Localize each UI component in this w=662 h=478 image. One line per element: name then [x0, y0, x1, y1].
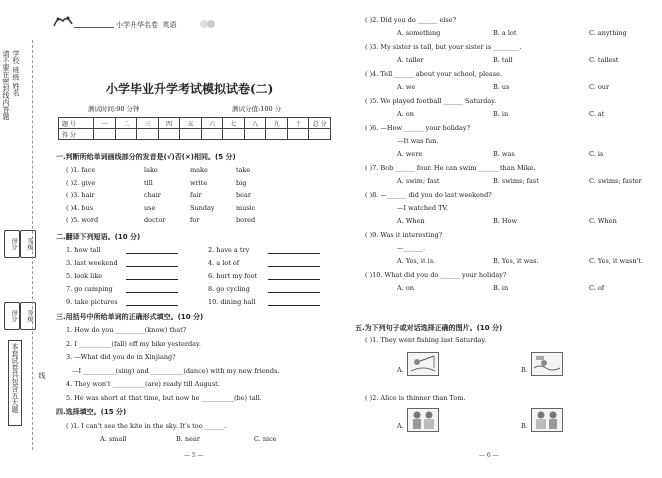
score-cell[interactable]	[115, 129, 137, 140]
gutter-score-box-2: 得分	[4, 302, 20, 330]
pronunciation-item: ( )3. hair	[66, 191, 95, 199]
answer-blank-wrap	[264, 298, 320, 306]
gutter-fields: 学校 班级 姓名	[12, 50, 20, 97]
answer-blank-wrap	[122, 285, 178, 293]
compare-word: lake	[144, 166, 158, 174]
section1-heading: 一.判断所给单词画线部分的发音是(√)否(×)相同。(5 分)	[56, 153, 236, 161]
section2-heading: 二.翻译下列短语。(10 分)	[56, 233, 141, 241]
right-page	[331, 0, 662, 478]
choice-question: ( )3. My sister is tall, but your sister is ________.	[365, 43, 522, 51]
answer-blank[interactable]	[126, 259, 178, 267]
choice-option: A. taller	[397, 56, 424, 64]
choice-option: C. at	[589, 110, 605, 118]
gutter-grade-box-2: 等级	[20, 302, 36, 330]
translate-item: 3. last weekend	[66, 259, 118, 267]
gutter-grade-box: 等级	[20, 230, 36, 258]
choice-option: C. anything	[589, 29, 627, 37]
section3-heading: 三.用括号中所给单词的正确形式填空。(10 分)	[56, 313, 204, 321]
choice-option: A. were	[397, 150, 423, 158]
choice-option: B. How	[493, 217, 518, 225]
q5-2-option-b: B.	[521, 422, 528, 430]
pronunciation-item: ( )4. bus	[66, 203, 94, 212]
two-kids-picture-b	[531, 408, 563, 432]
compare-word: bear	[236, 191, 251, 199]
header-decor-icon	[198, 18, 218, 30]
translate-item: 4. a lot of	[208, 259, 240, 267]
q5-1-option-a: A.	[397, 366, 404, 374]
choice-option: C. When	[589, 217, 617, 225]
choice-option: C. swims; faster	[589, 177, 642, 185]
choice-question: ( )2. Did you do ______ else?	[365, 16, 457, 24]
answer-blank[interactable]	[126, 298, 178, 306]
score-table-header-row	[59, 118, 331, 129]
choice-option: B. a lot	[493, 29, 517, 37]
translate-item: 7. go camping	[66, 285, 113, 293]
compare-word: Sunday	[190, 203, 215, 212]
compare-word: till	[144, 178, 153, 187]
section4-heading: 四.选择填空。(15 分)	[56, 408, 127, 416]
fishing-picture	[407, 352, 439, 376]
answer-blank[interactable]	[126, 285, 178, 293]
choice-option: B. tall	[493, 56, 513, 64]
score-cell[interactable]	[244, 129, 266, 140]
q4-1-option-b: B. near	[176, 435, 200, 443]
choice-option: A. something	[397, 29, 441, 37]
answer-blank-wrap	[264, 285, 320, 293]
question-5-1: ( )1. They went fishing last Saturday.	[365, 336, 487, 344]
swimming-picture	[531, 352, 563, 376]
choice-option: C. tallest	[589, 56, 619, 64]
score-header-cell: 七	[223, 118, 245, 129]
score-header-cell: 五	[180, 118, 202, 129]
gutter-note: 请不要在密封线内答题	[2, 50, 10, 120]
choice-option: C. of	[589, 284, 605, 292]
compare-word: doctor	[144, 216, 166, 224]
gutter-bottom-note: 本套试卷共包含五大题	[8, 340, 22, 426]
q4-1-option-a: A. small	[100, 435, 127, 443]
seal-line-label: 线	[38, 372, 46, 379]
score-table-score-row	[59, 129, 331, 140]
compare-word: fair	[190, 191, 202, 199]
translate-item: 5. look like	[66, 272, 103, 280]
score-header-cell: 一	[94, 118, 116, 129]
answer-blank-wrap	[264, 272, 320, 280]
fill-form-item: 2. I __________(fall) off my bike yesterday.	[66, 339, 201, 348]
score-header-cell: 二	[115, 118, 137, 129]
score-cell[interactable]	[223, 129, 245, 140]
pronunciation-item: ( )1. face	[66, 166, 96, 174]
compare-word: music	[236, 203, 256, 212]
choice-question: ( )9. Was it interesting?	[365, 231, 443, 239]
score-header-cell: 八	[244, 118, 266, 129]
answer-blank-wrap	[122, 246, 178, 254]
answer-blank-wrap	[122, 272, 178, 280]
choice-question: ( )4. Tell ______ about your school, please.	[365, 70, 503, 78]
compare-word: big	[236, 178, 247, 187]
translate-item: 10. dining hall	[208, 298, 256, 306]
pronunciation-item: ( )5. word	[66, 216, 99, 224]
compare-word: take	[236, 166, 251, 174]
translate-item: 8. go cycling	[208, 285, 250, 293]
compare-word: chair	[144, 191, 161, 199]
score-header-cell: 六	[201, 118, 223, 129]
choice-option: A. on	[397, 110, 414, 118]
choice-question-reply: —It was fun.	[397, 137, 439, 145]
compare-word: write	[190, 178, 208, 187]
answer-blank-wrap	[122, 259, 178, 267]
choice-question-reply: —______.	[397, 244, 426, 252]
page-number-left: — 5 —	[184, 452, 204, 459]
score-table	[58, 117, 331, 140]
score-header-cell: 总 分	[309, 118, 331, 129]
translate-item: 9. take pictures	[66, 298, 118, 306]
choice-option: B. swims; fast	[493, 177, 539, 185]
choice-option: B. Yes, it was.	[493, 257, 539, 265]
exam-full-score: 测试分值:100 分	[232, 105, 282, 113]
choice-question: ( )5. We played football ______ Saturday.	[365, 97, 497, 105]
gutter-score-box: 得分	[4, 230, 20, 258]
q4-1-option-c: C. nice	[254, 435, 277, 443]
compare-word: use	[144, 203, 156, 212]
fill-form-item: 3. —What did you do in Xinjiang?	[66, 353, 176, 361]
choice-option: B. in	[493, 284, 509, 292]
score-header-cell: 九	[266, 118, 288, 129]
answer-blank[interactable]	[126, 272, 178, 280]
score-header-cell: 题 号	[59, 118, 94, 129]
section5-heading: 五.为下列句子或对话选择正确的图片。(10 分)	[355, 324, 503, 332]
score-cell[interactable]	[201, 129, 223, 140]
score-cell[interactable]	[180, 129, 202, 140]
exam-title: 小学毕业升学考试模拟试卷(二)	[106, 82, 274, 96]
header-series: 小学升华名卷 英语	[116, 21, 177, 29]
seal-line	[32, 40, 33, 450]
score-header-cell: 三	[137, 118, 159, 129]
score-cell[interactable]	[309, 129, 331, 140]
score-cell[interactable]	[137, 129, 159, 140]
choice-question: ( )8. —______ did you do last weekend?	[365, 191, 492, 199]
choice-question-reply: —I watched TV.	[397, 204, 449, 212]
choice-option: B. was	[493, 150, 515, 158]
answer-blank-wrap	[264, 246, 320, 254]
answer-blank[interactable]	[268, 272, 320, 280]
score-cell[interactable]	[266, 129, 288, 140]
choice-option: A. on	[397, 284, 414, 292]
fill-form-item: 1. How do you _________(know) that?	[66, 326, 187, 334]
answer-blank[interactable]	[268, 246, 320, 254]
score-cell: 得 分	[59, 129, 94, 140]
choice-question: ( )10. What did you do ______ your holiday?	[365, 271, 507, 279]
choice-option: C. Yes, it wasn't.	[589, 257, 644, 265]
page-number-right: — 6 —	[479, 452, 499, 459]
answer-blank-wrap	[264, 259, 320, 267]
question-5-2: ( )2. Alice is thinner than Tom.	[365, 394, 466, 402]
translate-item: 6. hurt my foot	[208, 272, 258, 280]
compare-word: bored	[236, 216, 256, 224]
choice-option: A. When	[397, 217, 425, 225]
answer-blank[interactable]	[268, 259, 320, 267]
choice-option: B. us	[493, 83, 510, 91]
choice-option: A. we	[397, 83, 416, 91]
header-logo-icon	[52, 14, 74, 28]
q5-2-option-a: A.	[397, 422, 404, 430]
question-4-1: ( )1. I can't see the kite in the sky. It's too ______.	[66, 422, 227, 430]
choice-question: ( )6. —How ______ your holiday?	[365, 124, 471, 132]
answer-blank[interactable]	[268, 298, 320, 306]
choice-question: ( )7. Bob ______ four. He can swim ______ than Mike.	[365, 164, 536, 172]
score-cell[interactable]	[94, 129, 116, 140]
choice-option: C. our	[589, 83, 610, 91]
translate-item: 1. how tall	[66, 246, 101, 254]
compare-word: make	[190, 166, 208, 174]
two-kids-picture-a	[407, 408, 439, 432]
exam-time: 测试时间:90 分钟	[88, 105, 140, 113]
score-cell[interactable]	[287, 129, 309, 140]
fill-form-item: 5. He was short at that time, but now he __________(be) tall.	[66, 393, 262, 402]
answer-blank[interactable]	[126, 246, 178, 254]
compare-word: for	[190, 216, 200, 224]
translate-item: 2. have a try	[208, 246, 250, 254]
choice-option: C. is	[589, 150, 604, 158]
pronunciation-item: ( )2. give	[66, 178, 96, 187]
q5-1-option-b: B.	[521, 366, 528, 374]
answer-blank[interactable]	[268, 285, 320, 293]
answer-blank-wrap	[122, 298, 178, 306]
choice-option: A. swim; fast	[397, 177, 440, 185]
choice-option: A. Yes, it is.	[397, 257, 436, 265]
choice-option: B. in	[493, 110, 509, 118]
score-header-cell: 十	[287, 118, 309, 129]
score-header-cell: 四	[158, 118, 180, 129]
fill-form-item: 4. They won't __________(are) ready till August.	[66, 380, 220, 388]
score-cell[interactable]	[158, 129, 180, 140]
fill-form-item: —I __________(sing) and __________(dance) with my new friends.	[72, 366, 280, 375]
